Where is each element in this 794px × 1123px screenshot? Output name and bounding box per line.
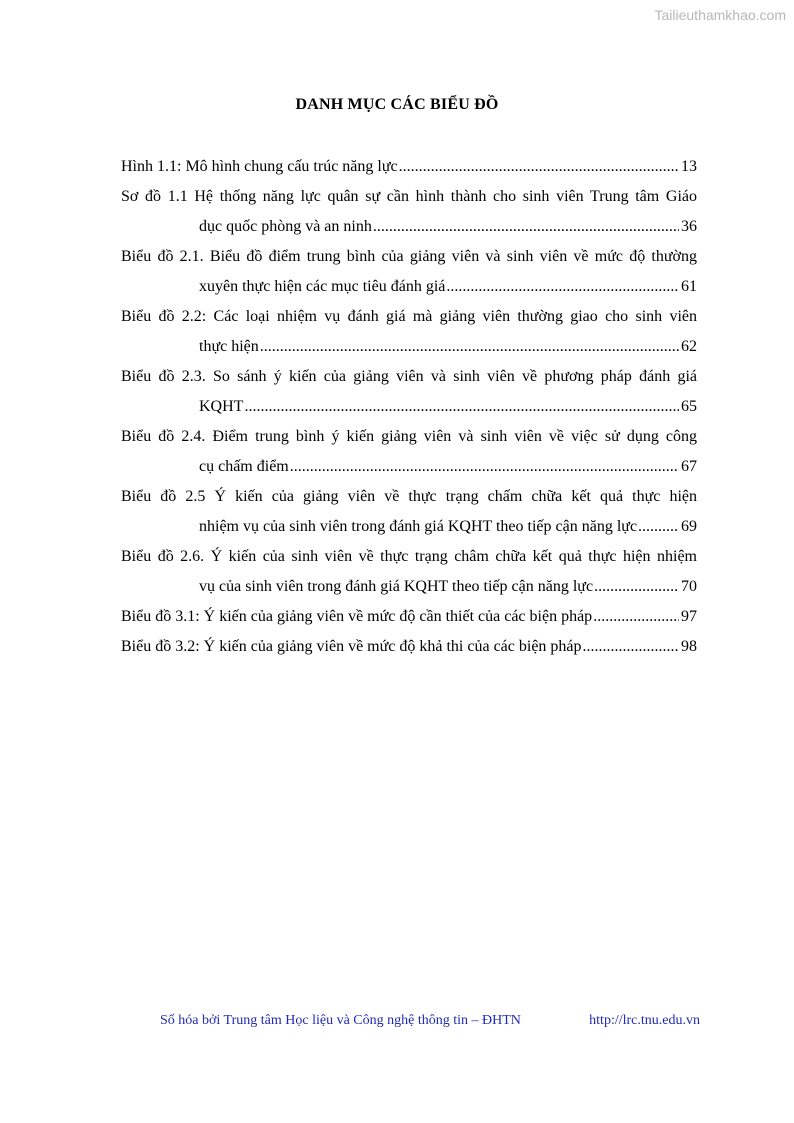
toc-page-number: 98: [681, 638, 697, 655]
dot-leader: [593, 602, 679, 632]
toc-entry-text: Biểu đồ 3.1: Ý kiến của giảng viên về mức độ cần thiết của các biện pháp: [121, 608, 593, 625]
toc-entry-text: Hình 1.1: Mô hình chung cấu trúc năng lực: [121, 158, 398, 175]
toc-entry-text: vụ của sinh viên trong đánh giá KQHT theo tiếp cận năng lực: [199, 578, 594, 595]
toc-entry-line: [121, 272, 697, 302]
toc-entry[interactable]: [121, 152, 697, 182]
toc-entry-text: xuyên thực hiện các mục tiêu đánh giá: [199, 278, 446, 295]
toc-entry[interactable]: [121, 632, 697, 662]
toc-entry-line: Biểu đồ 2.6. Ý kiến của sinh viên về thực trạng châm chữa kết quả thực hiện nhiệm: [121, 548, 697, 565]
toc-entry[interactable]: [121, 422, 697, 482]
dot-leader: [373, 212, 679, 242]
toc-page-number: 69: [681, 518, 697, 535]
toc-entry-line: Biểu đồ 2.2: Các loại nhiệm vụ đánh giá mà giảng viên thường giao cho sinh viên: [121, 308, 697, 325]
dot-leader: [244, 392, 679, 422]
toc-entry-line: [121, 602, 697, 632]
toc-page-number: 36: [681, 218, 697, 235]
dot-leader: [290, 452, 679, 482]
footer-url-link[interactable]: http://lrc.tnu.edu.vn: [589, 1013, 700, 1028]
footer-attribution: Số hóa bởi Trung tâm Học liệu và Công nghệ thông tin – ĐHTN: [160, 1013, 521, 1028]
page-title: DANH MỤC CÁC BIỂU ĐỒ: [295, 96, 499, 113]
dot-leader: [399, 152, 679, 182]
toc-entry-line: [121, 572, 697, 602]
toc-page-number: 61: [681, 278, 697, 295]
toc-entry[interactable]: [121, 242, 697, 302]
toc-entry-line: [121, 452, 697, 482]
toc-entry[interactable]: [121, 542, 697, 602]
toc-entry[interactable]: [121, 362, 697, 422]
toc-entry-line: Sơ đồ 1.1 Hệ thống năng lực quân sự cần hình thành cho sinh viên Trung tâm Giáo: [121, 188, 697, 205]
toc-entry[interactable]: [121, 482, 697, 542]
toc-entry[interactable]: [121, 182, 697, 242]
toc-entry-text: Biểu đồ 3.2: Ý kiến của giảng viên về mức độ khả thi của các biện pháp: [121, 638, 582, 655]
toc-page-number: 97: [681, 608, 697, 625]
toc-page-number: 13: [681, 158, 697, 175]
toc-page-number: 62: [681, 338, 697, 355]
dot-leader: [583, 632, 679, 662]
toc-entry-line: [121, 332, 697, 362]
toc-entry-line: Biểu đồ 2.4. Điểm trung bình ý kiến giảng viên và sinh viên về việc sử dụng công: [121, 428, 697, 445]
page-footer: [160, 1013, 700, 1029]
toc-entry-text: cụ chấm điểm: [199, 458, 289, 475]
watermark: Tailieuthamkhao.com: [654, 7, 786, 23]
toc-entry-text: dục quốc phòng và an ninh: [199, 218, 372, 235]
toc-entry-line: [121, 152, 697, 182]
toc-entry-line: [121, 632, 697, 662]
toc-page-number: 65: [681, 398, 697, 415]
toc-page-number: 70: [681, 578, 697, 595]
toc-entry-line: [121, 392, 697, 422]
toc-entry-line: [121, 512, 697, 542]
dot-leader: [638, 512, 679, 542]
toc-entry-line: Biểu đồ 2.1. Biểu đồ điểm trung bình của giảng viên và sinh viên về mức độ thường: [121, 248, 697, 265]
table-of-figures: [121, 152, 697, 662]
dot-leader: [446, 272, 679, 302]
toc-entry-line: Biểu đồ 2.3. So sánh ý kiến của giảng viên và sinh viên về phương pháp đánh giá: [121, 368, 697, 385]
toc-entry-text: KQHT: [199, 398, 244, 415]
toc-entry-line: [121, 212, 697, 242]
toc-page-number: 67: [681, 458, 697, 475]
toc-entry-text: nhiệm vụ của sinh viên trong đánh giá KQHT theo tiếp cận năng lực: [199, 518, 638, 535]
dot-leader: [594, 572, 679, 602]
toc-entry-text: thực hiện: [199, 338, 259, 355]
toc-entry-line: Biểu đồ 2.5 Ý kiến của giảng viên về thực trạng chấm chữa kết quả thực hiện: [121, 488, 697, 505]
dot-leader: [260, 332, 679, 362]
toc-entry[interactable]: [121, 602, 697, 632]
toc-entry[interactable]: [121, 302, 697, 362]
